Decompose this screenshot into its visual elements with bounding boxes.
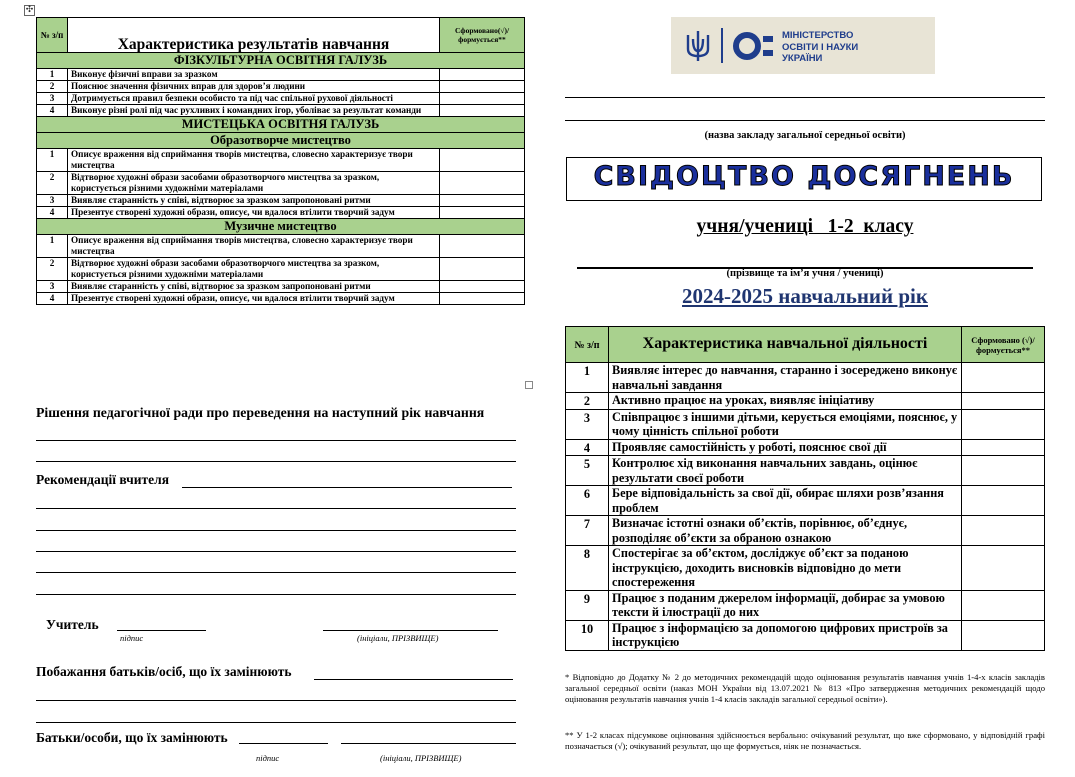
row-mark-cell[interactable] bbox=[440, 281, 525, 293]
section-title: Музичне мистецтво bbox=[37, 219, 525, 235]
initials-caption: (ініціали, ПРІЗВИЩЕ) bbox=[357, 633, 439, 643]
section-title: Образотворче мистецтво bbox=[37, 133, 525, 149]
row-mark-cell[interactable] bbox=[440, 172, 525, 195]
row-text: Виявляє інтерес до навчання, старанно і зосереджено виконує навчальні завдання bbox=[609, 363, 962, 393]
row-num: 10 bbox=[566, 620, 609, 650]
wishes-label: Побажання батьків/осіб, що їх замінюють bbox=[36, 664, 292, 679]
logo-line: МІНІСТЕРСТВО bbox=[782, 30, 854, 41]
left-results-table bbox=[36, 17, 525, 305]
row-mark-cell[interactable] bbox=[962, 363, 1045, 393]
row-mark-cell[interactable] bbox=[962, 590, 1045, 620]
row-text: Дотримується правил безпеки особисто та під час спільної рухової діяльності bbox=[68, 93, 440, 105]
row-mark-cell[interactable] bbox=[440, 235, 525, 258]
row-mark-cell[interactable] bbox=[440, 149, 525, 172]
row-text: Пояснює значення фізичних вправ для здоров’я людини bbox=[68, 81, 440, 93]
row-num: 4 bbox=[566, 439, 609, 456]
row-num: 1 bbox=[37, 149, 68, 172]
teacher-label: Учитель bbox=[46, 617, 99, 632]
teacher-signature-line[interactable] bbox=[117, 630, 206, 631]
table-move-handle[interactable]: ✣ bbox=[25, 5, 34, 15]
parents-signature-line[interactable] bbox=[239, 743, 328, 744]
row-text: Бере відповідальність за свої дії, обирає шляхи розв’язання проблем bbox=[609, 486, 962, 516]
wishes-line[interactable] bbox=[314, 679, 513, 680]
row-text: Спостерігає за об’єктом, досліджує об’єкт за поданою інструкцією, доходить висновків відповідно до мети спостереження bbox=[609, 546, 962, 591]
row-mark-cell[interactable] bbox=[440, 293, 525, 305]
header-num: № з/п bbox=[37, 18, 68, 53]
row-mark-cell[interactable] bbox=[962, 439, 1045, 456]
row-mark-cell[interactable] bbox=[962, 456, 1045, 486]
teacher-name-line[interactable] bbox=[323, 630, 498, 631]
section-title: ФІЗКУЛЬТУРНА ОСВІТНЯ ГАЛУЗЬ bbox=[37, 53, 525, 69]
logo-text bbox=[782, 30, 858, 65]
row-text: Визначає істотні ознаки об’єктів, порівнює, об’єднує, розподіляє об’єкти за обраною ознакою bbox=[609, 516, 962, 546]
header-title: Характеристика навчальної діяльності bbox=[609, 327, 962, 363]
decision-line[interactable] bbox=[36, 461, 516, 462]
parents-label: Батьки/особи, що їх замінюють bbox=[36, 730, 228, 745]
row-mark-cell[interactable] bbox=[962, 409, 1045, 439]
row-mark-cell[interactable] bbox=[440, 93, 525, 105]
footnote-1: * Відповідно до Додатку № 2 до методичних рекомендацій щодо оцінювання результатів навчання учнів 1-4-х класів закладів загальної середньої освіти (наказ МОН України від 13.07.2021 № 813 «Про затвердження методичних рекомендацій щодо оцінювання результатів навчання учнів 1-4 класів закладів загальної середньої освіти»). bbox=[565, 672, 1045, 705]
row-mark-cell[interactable] bbox=[962, 546, 1045, 591]
row-text: Презентує створені художні образи, описує, чи вдалося втілити творчий задум bbox=[68, 207, 440, 219]
row-num: 2 bbox=[566, 393, 609, 410]
signature-caption: підпис bbox=[120, 633, 144, 643]
row-num: 2 bbox=[37, 258, 68, 281]
pupil-name-caption: (прізвище та ім’я учня / учениці) bbox=[726, 268, 884, 279]
footnote-2: ** У 1-2 класах підсумкове оцінювання здійснюється вербально: очікуваний результат, що вже сформовано, у відповідній графі позначається (√); очікуваний результат, що ще формується, ніяк не позначається. bbox=[565, 730, 1045, 752]
row-text: Виконує різні ролі під час рухливих і командних ігор, уболіває за результат команди bbox=[68, 105, 440, 117]
header-title: Характеристика результатів навчання bbox=[68, 18, 440, 53]
trident-icon bbox=[685, 29, 711, 63]
row-mark-cell[interactable] bbox=[962, 516, 1045, 546]
recommend-line[interactable] bbox=[36, 551, 516, 552]
row-mark-cell[interactable] bbox=[440, 195, 525, 207]
row-text: Виявляє старанність у співі, відтворює за зразком запропоновані ритми bbox=[68, 195, 440, 207]
row-text: Проявляє самостійність у роботі, пояснює свої дії bbox=[609, 439, 962, 456]
recommend-line[interactable] bbox=[36, 594, 516, 595]
logo-line: УКРАЇНИ bbox=[782, 53, 823, 64]
row-text: Відтворює художні образи засобами образотворчого мистецтва за зразком, користується різними художніми матеріалами bbox=[68, 258, 440, 281]
recommend-line[interactable] bbox=[36, 508, 516, 509]
school-caption: (назва закладу загальної середньої освіти) bbox=[704, 130, 906, 141]
row-num: 3 bbox=[37, 195, 68, 207]
table-resize-handle[interactable] bbox=[525, 381, 533, 389]
certificate-title: СВІДОЦТВО ДОСЯГНЕНЬ bbox=[593, 161, 1015, 192]
row-mark-cell[interactable] bbox=[962, 486, 1045, 516]
initials-caption: (ініціали, ПРІЗВИЩЕ) bbox=[380, 753, 462, 763]
row-num: 2 bbox=[37, 81, 68, 93]
row-mark-cell[interactable] bbox=[440, 258, 525, 281]
logo-line: ОСВІТИ І НАУКИ bbox=[782, 41, 859, 53]
section-title: МИСТЕЦЬКА ОСВІТНЯ ГАЛУЗЬ bbox=[37, 117, 525, 133]
row-mark-cell[interactable] bbox=[440, 105, 525, 117]
row-num: 1 bbox=[37, 235, 68, 258]
row-text: Працює з інформацією за допомогою цифрових пристроїв за інструкцією bbox=[609, 620, 962, 650]
recommend-line[interactable] bbox=[36, 572, 516, 573]
row-num: 5 bbox=[566, 456, 609, 486]
pupil-class: учня/учениці 1-2 класу bbox=[696, 216, 914, 237]
row-num: 7 bbox=[566, 516, 609, 546]
decision-label: Рішення педагогічної ради про переведення на наступний рік навчання bbox=[36, 405, 485, 420]
ministry-logo bbox=[671, 17, 935, 74]
header-mark: Сформовано (√)/ формується** bbox=[962, 327, 1045, 363]
wishes-line[interactable] bbox=[36, 722, 516, 723]
row-text: Виявляє старанність у співі, відтворює за зразком запропоновані ритми bbox=[68, 281, 440, 293]
row-text: Виконує фізичні вправи за зразком bbox=[68, 69, 440, 81]
row-num: 9 bbox=[566, 590, 609, 620]
row-mark-cell[interactable] bbox=[440, 207, 525, 219]
row-text: Описує враження від сприймання творів мистецтва, словесно характеризує твори мистецтва bbox=[68, 149, 440, 172]
row-num: 6 bbox=[566, 486, 609, 516]
school-name-line[interactable] bbox=[565, 97, 1045, 98]
row-num: 3 bbox=[566, 409, 609, 439]
school-name-line[interactable] bbox=[565, 120, 1045, 121]
row-num: 1 bbox=[37, 69, 68, 81]
row-num: 4 bbox=[37, 207, 68, 219]
row-num: 4 bbox=[37, 293, 68, 305]
row-text: Активно працює на уроках, виявляє ініціативу bbox=[609, 393, 962, 410]
decision-line[interactable] bbox=[36, 440, 516, 441]
parents-name-line[interactable] bbox=[341, 743, 516, 744]
row-mark-cell[interactable] bbox=[962, 393, 1045, 410]
logo-divider bbox=[721, 28, 723, 63]
row-text: Працює з поданим джерелом інформації, добирає за умовою тексти й ілюстрації до них bbox=[609, 590, 962, 620]
row-text: Презентує створені художні образи, описує, чи вдалося втілити творчий задум bbox=[68, 293, 440, 305]
wishes-line[interactable] bbox=[36, 700, 516, 701]
row-text: Співпрацює з іншими дітьми, керується емоціями, пояснює, у чому цінність спільної роботи bbox=[609, 409, 962, 439]
signature-caption: підпис bbox=[256, 753, 280, 763]
row-num: 3 bbox=[37, 281, 68, 293]
school-year: 2024-2025 навчальний рік bbox=[682, 284, 928, 308]
row-num: 8 bbox=[566, 546, 609, 591]
mon-emblem-icon bbox=[731, 30, 775, 62]
row-num: 1 bbox=[566, 363, 609, 393]
row-num: 4 bbox=[37, 105, 68, 117]
row-text: Відтворює художні образи засобами образотворчого мистецтва за зразком, користується різними художніми матеріалами bbox=[68, 172, 440, 195]
recommend-line[interactable] bbox=[182, 487, 512, 488]
header-num: № з/п bbox=[566, 327, 609, 363]
recommend-line[interactable] bbox=[36, 530, 516, 531]
row-mark-cell[interactable] bbox=[440, 69, 525, 81]
row-num: 3 bbox=[37, 93, 68, 105]
row-mark-cell[interactable] bbox=[962, 620, 1045, 650]
right-activity-table bbox=[565, 326, 1045, 651]
row-text: Контролює хід виконання навчальних завдань, оцінює результати своєї роботи bbox=[609, 456, 962, 486]
row-num: 2 bbox=[37, 172, 68, 195]
recommend-label: Рекомендації вчителя bbox=[36, 472, 170, 487]
row-mark-cell[interactable] bbox=[440, 81, 525, 93]
row-text: Описує враження від сприймання творів мистецтва, словесно характеризує твори мистецтва bbox=[68, 235, 440, 258]
header-mark: Сформовано(√)/ формується** bbox=[440, 18, 525, 53]
